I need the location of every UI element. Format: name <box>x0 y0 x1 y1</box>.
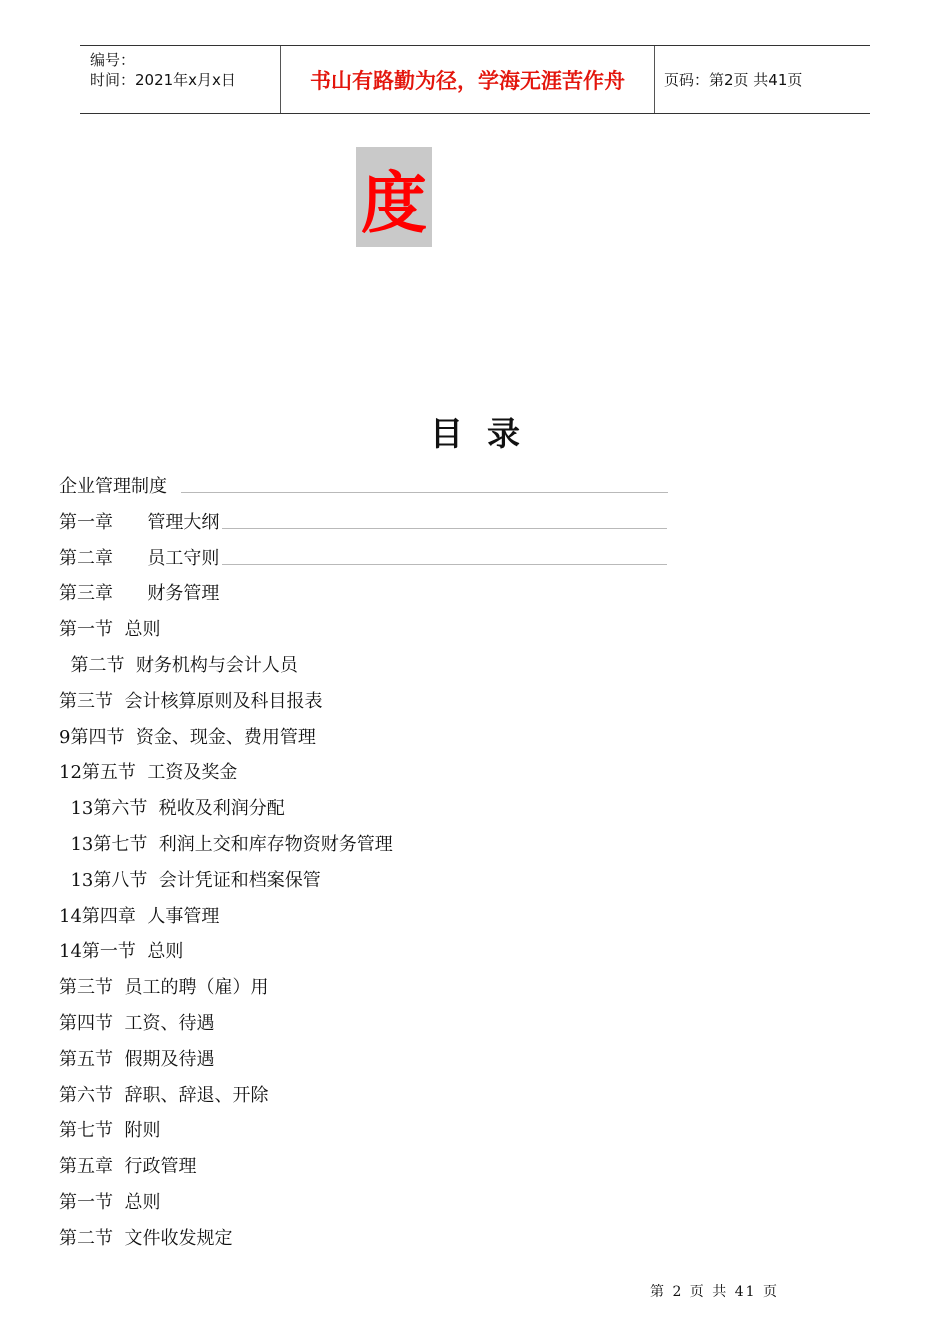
toc-item[interactable] <box>59 1151 699 1187</box>
toc-item-text: 第四节 工资、待遇 <box>59 1012 215 1034</box>
toc-item[interactable] <box>59 793 699 829</box>
toc-item-text: 13第七节 利润上交和库存物资财务管理 <box>59 833 393 855</box>
header-motto: 书山有路勤为径，学海无涯苦作舟 <box>281 46 655 113</box>
toc-item[interactable] <box>59 1223 699 1259</box>
cover-title-fragment: 度 <box>356 147 432 247</box>
toc-title: 目录 <box>430 414 544 453</box>
toc-item[interactable] <box>59 578 699 614</box>
toc-item-text: 第六节 辞职、辞退、开除 <box>59 1084 269 1106</box>
toc-item[interactable] <box>59 650 699 686</box>
toc-leader-line <box>181 492 668 493</box>
toc-item[interactable] <box>59 722 699 758</box>
document-time-label: 时间：2021年x月x日 <box>90 71 236 89</box>
toc-item[interactable] <box>59 1115 699 1151</box>
toc-leader-line <box>222 564 667 565</box>
toc-item[interactable] <box>59 757 699 793</box>
toc-item-text: 12第五节 工资及奖金 <box>59 762 238 784</box>
toc-item[interactable] <box>59 543 699 579</box>
toc-leader-line <box>222 528 667 529</box>
toc-item[interactable] <box>59 507 699 543</box>
toc-item-text: 第二节 财务机构与会计人员 <box>59 654 298 676</box>
toc-item[interactable] <box>59 972 699 1008</box>
toc-item-text: 第三节 会计核算原则及科目报表 <box>59 690 323 712</box>
toc-item-text: 第一节 总则 <box>59 619 161 641</box>
document-number-label: 编号： <box>90 51 136 69</box>
toc-item-text: 第七节 附则 <box>59 1120 161 1142</box>
toc-item[interactable] <box>59 1044 699 1080</box>
toc-item-text: 14第四章 人事管理 <box>59 905 220 927</box>
toc-item-text: 第二节 文件收发规定 <box>59 1227 233 1249</box>
toc-item[interactable] <box>59 614 699 650</box>
header-meta <box>80 46 281 113</box>
toc-item-text: 14第一节 总则 <box>59 941 184 963</box>
toc-item[interactable] <box>59 686 699 722</box>
header-page-info: 页码：第2页 共41页 <box>664 71 803 89</box>
toc-item[interactable] <box>59 865 699 901</box>
toc-item-text: 9第四节 资金、现金、费用管理 <box>59 726 316 748</box>
toc-item-text: 第三节 员工的聘（雇）用 <box>59 977 269 999</box>
toc-item-text: 企业管理制度 <box>59 476 167 497</box>
toc-item-text: 第一节 总则 <box>59 1191 161 1213</box>
toc-item-text: 13第八节 会计凭证和档案保管 <box>59 869 321 891</box>
toc-item-text: 第一章 管理大纲 <box>59 511 220 533</box>
toc-item-text: 第二章 员工守则 <box>59 547 220 569</box>
toc-item[interactable] <box>59 1008 699 1044</box>
toc-item[interactable] <box>59 471 699 507</box>
page-header <box>80 45 870 114</box>
toc-item[interactable] <box>59 1080 699 1116</box>
toc-item-text: 第五章 行政管理 <box>59 1156 197 1178</box>
toc-item-text: 13第六节 税收及利润分配 <box>59 798 285 820</box>
page-footer: 第 2 页 共 41 页 <box>650 1284 779 1300</box>
toc-item-text: 第三章 财务管理 <box>59 583 220 605</box>
toc-item[interactable] <box>59 901 699 937</box>
toc-item[interactable] <box>59 829 699 865</box>
toc-item[interactable] <box>59 1187 699 1223</box>
table-of-contents <box>59 471 699 1259</box>
toc-item[interactable] <box>59 936 699 972</box>
toc-item-text: 第五节 假期及待遇 <box>59 1048 215 1070</box>
